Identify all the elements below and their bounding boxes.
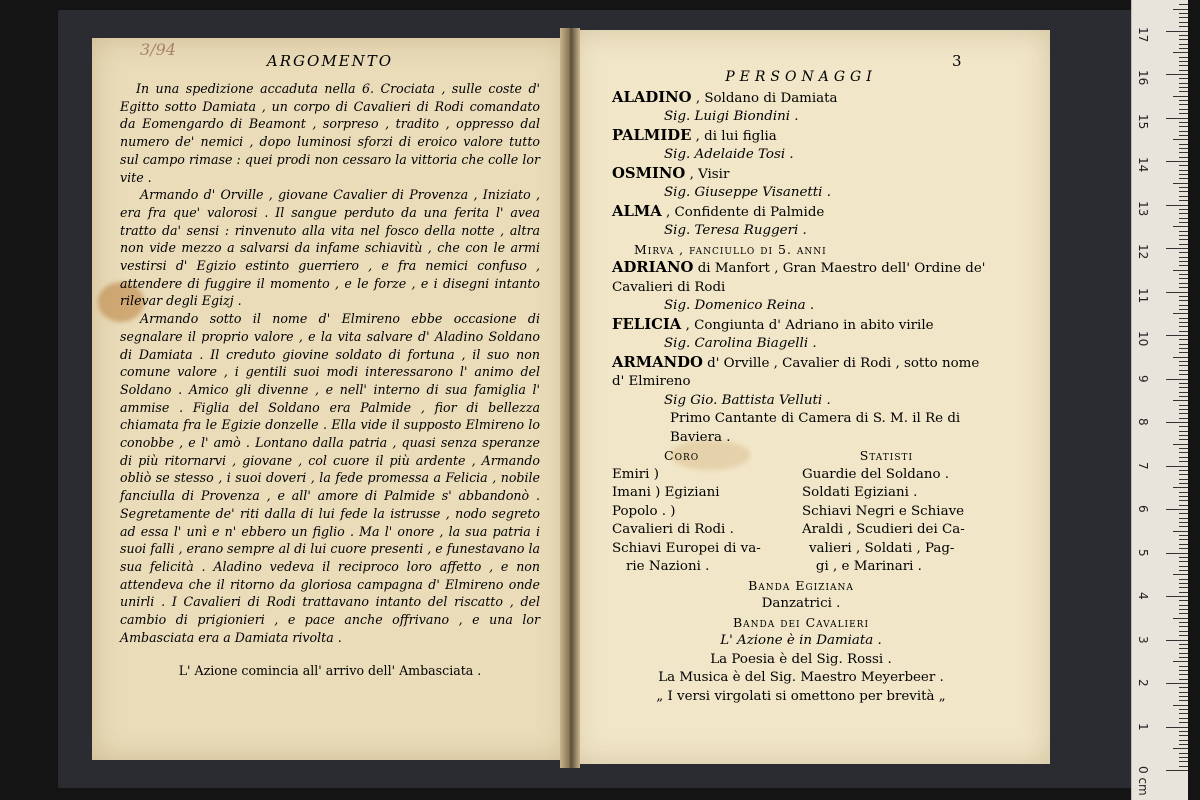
ruler-tick	[1179, 522, 1188, 523]
ruler-tick	[1166, 335, 1188, 336]
ruler-tick	[1179, 592, 1188, 593]
armando-singer-note: Primo Cantante di Camera di S. M. il Re di Baviera .	[670, 411, 961, 445]
ruler-tick	[1179, 113, 1188, 114]
cast-entry-alma: ALMA , Confidente di Palmide	[612, 202, 825, 220]
ruler-tick	[1179, 709, 1188, 710]
ruler-tick	[1179, 409, 1188, 410]
ruler-tick	[1179, 500, 1188, 501]
argomento-paragraph-1: In una spedizione accaduta nella 6. Crociata , sulle coste d' Egitto sotto Damiata , un corpo di Cavalieri di Rodi comandato da Eomengardo di Beamont , sorpreso , tradito , oppresso dal numero de' nemici , dopo luminosi sforzi di eroico valore tutto sul campo rimase : quei prodi non cessaro la vittoria che colle lor vite .	[120, 81, 540, 185]
ruler-tick	[1179, 635, 1188, 636]
ruler-tick	[1179, 200, 1188, 201]
ruler-tick	[1179, 78, 1188, 79]
ruler-tick	[1179, 26, 1188, 27]
ruler-tick	[1179, 418, 1188, 419]
ruler-tick	[1179, 144, 1188, 145]
ruler-tick	[1179, 344, 1188, 345]
ruler-tick	[1179, 91, 1188, 92]
page-number: 3	[952, 52, 962, 70]
ruler-tick	[1179, 191, 1188, 192]
cast-entry-mirva: Mirva , fanciullo di 5. anni	[634, 241, 827, 257]
ruler-label: 5	[1136, 548, 1150, 557]
ruler-tick	[1179, 148, 1188, 149]
ruler-tick	[1166, 727, 1188, 728]
ruler-tick	[1179, 261, 1188, 262]
ruler-tick	[1173, 444, 1188, 445]
ruler-tick	[1179, 244, 1188, 245]
ruler-tick	[1166, 31, 1188, 32]
ruler-label: 6	[1136, 505, 1150, 513]
chorus-row: rie Nazioni . gi , e Marinari .	[626, 559, 922, 574]
ruler-tick	[1179, 605, 1188, 606]
ruler-tick	[1179, 626, 1188, 627]
ruler-tick	[1166, 161, 1188, 162]
ruler-tick	[1179, 766, 1188, 767]
ruler-tick	[1179, 505, 1188, 506]
ruler-tick	[1179, 387, 1188, 388]
ruler-tick	[1179, 613, 1188, 614]
ruler-tick	[1179, 535, 1188, 536]
singer-felicia: Sig. Carolina Biagelli .	[664, 336, 817, 351]
ruler-label: 8	[1136, 418, 1150, 426]
ruler-tick	[1173, 487, 1188, 488]
ruler-tick	[1179, 744, 1188, 745]
ruler-tick	[1166, 553, 1188, 554]
ruler-tick	[1179, 126, 1188, 127]
ruler-tick	[1179, 165, 1188, 166]
ruler-tick	[1173, 139, 1188, 140]
ruler-tick	[1179, 587, 1188, 588]
ruler-label: 4	[1136, 592, 1150, 600]
ruler-label: 3	[1136, 635, 1150, 644]
ruler-tick	[1179, 252, 1188, 253]
ruler-tick	[1179, 648, 1188, 649]
ruler-tick	[1179, 178, 1188, 179]
ruler-tick	[1179, 526, 1188, 527]
ruler-tick	[1179, 287, 1188, 288]
ruler-tick	[1179, 326, 1188, 327]
ruler-tick	[1179, 231, 1188, 232]
ruler-tick	[1179, 70, 1188, 71]
right-page-text	[612, 68, 990, 706]
ruler-tick	[1179, 687, 1188, 688]
ruler-tick	[1166, 683, 1188, 684]
banda-cavalieri: Banda dei Cavalieri	[733, 614, 869, 630]
ruler-tick	[1179, 435, 1188, 436]
ruler-tick	[1179, 566, 1188, 567]
ruler-tick	[1173, 705, 1188, 706]
personaggi-title: PERSONAGGI	[725, 69, 877, 85]
ruler-tick	[1179, 57, 1188, 58]
cast-entry-aladino: ALADINO , Soldano di Damiata	[612, 88, 838, 106]
ruler-tick	[1166, 248, 1188, 249]
ruler-tick	[1179, 392, 1188, 393]
ruler-tick	[1179, 296, 1188, 297]
ruler-tick	[1179, 722, 1188, 723]
chorus-row: Schiavi Europei di va- valieri , Soldati , Pag-	[612, 540, 955, 556]
ruler-tick	[1179, 579, 1188, 580]
ruler-tick	[1179, 152, 1188, 153]
ruler-tick	[1179, 274, 1188, 275]
ruler-tick	[1179, 557, 1188, 558]
singer-aladino: Sig. Luigi Biondini .	[664, 109, 799, 124]
ruler-tick	[1179, 483, 1188, 484]
versi-note: „ I versi virgolati si omettono per brevità „	[656, 688, 946, 704]
book-gutter	[560, 28, 580, 768]
ruler-tick	[1173, 313, 1188, 314]
ruler-tick	[1179, 570, 1188, 571]
danzatrici: Danzatrici .	[761, 596, 841, 611]
chorus-row: Cavalieri di Rodi . Araldi , Scudieri dei Ca-	[612, 522, 965, 537]
ruler-tick	[1179, 235, 1188, 236]
singer-armando: Sig Gio. Battista Velluti .	[664, 392, 831, 408]
singer-adriano: Sig. Domenico Reina .	[664, 298, 815, 313]
ruler-tick	[1179, 174, 1188, 175]
ruler-tick	[1173, 226, 1188, 227]
ruler-tick	[1179, 753, 1188, 754]
chorus-headers	[612, 447, 990, 466]
ruler-tick	[1179, 696, 1188, 697]
ruler-tick	[1179, 670, 1188, 671]
ruler-label: 17	[1136, 26, 1150, 42]
cast-entry-osmino: OSMINO , Visir	[612, 164, 730, 182]
singer-palmide: Sig. Adelaide Tosi .	[664, 147, 794, 162]
ruler-tick	[1179, 735, 1188, 736]
ruler-tick	[1173, 531, 1188, 532]
ruler-tick	[1179, 257, 1188, 258]
ruler-tick	[1179, 461, 1188, 462]
ruler-tick	[1166, 379, 1188, 380]
ruler-label: 2	[1136, 679, 1150, 687]
ruler-tick	[1179, 474, 1188, 475]
ruler-tick	[1173, 618, 1188, 619]
ruler-tick	[1179, 61, 1188, 62]
ruler-tick	[1166, 509, 1188, 510]
ruler-tick	[1179, 213, 1188, 214]
ruler-tick	[1166, 205, 1188, 206]
ruler-tick	[1166, 422, 1188, 423]
ruler-label: 7	[1136, 461, 1150, 470]
ruler-tick	[1179, 679, 1188, 680]
ruler-tick	[1179, 265, 1188, 266]
ruler-tick	[1173, 748, 1188, 749]
ruler-tick	[1179, 131, 1188, 132]
ruler-tick	[1179, 518, 1188, 519]
ruler-tick	[1179, 653, 1188, 654]
ruler-tick	[1173, 574, 1188, 575]
ruler-tick	[1179, 122, 1188, 123]
ruler-tick	[1166, 640, 1188, 641]
ruler-tick	[1179, 479, 1188, 480]
ruler-tick	[1179, 426, 1188, 427]
ruler-tick	[1173, 183, 1188, 184]
ruler-tick	[1179, 631, 1188, 632]
ruler-tick	[1179, 365, 1188, 366]
left-page-text	[120, 52, 540, 690]
ruler-tick	[1179, 48, 1188, 49]
ruler-tick	[1179, 39, 1188, 40]
ruler-tick	[1179, 305, 1188, 306]
ruler-tick	[1179, 383, 1188, 384]
ruler-label: 1	[1136, 722, 1150, 731]
ruler-label: 12	[1136, 244, 1150, 260]
ruler-tick	[1179, 439, 1188, 440]
ruler-tick	[1179, 513, 1188, 514]
argomento-paragraph-3: Armando sotto il nome d' Elmireno ebbe occasione di segnalare il proprio valore , e la vita salvare d' Aladino Soldano di Damiata . Il creduto giovine soldato di fortuna , il suo non comune valore , i gentili suoi modi interessarono l' animo del Soldano . Amico gli divenne , e nell' interno di sua famiglia l' ammise . Figlia del Soldano era Palmide , fior di bellezza chiamata fra le Egizie donzelle . Ella vide il supposto Elmireno lo conobbe , e l' amò . Lontano dalla patria , quasi senza speranze di più ritornarvi , giovane , col cuore il più ardente , Armando obliò se stesso , i suoi doveri , la fede promessa a Felicia , nobile fanciulla di Provenza , e all' amore di Palmide s' abbandonò . Segretamente de' riti dalla di lui fede la istrusse , nodo segreto ad essa l' unì e n' ebbero un figlio . Ma l' onore , la sua patria i suoi falli , erano sempre al di lui cuore presenti , e funestavano la sua felicità . Aladino vedeva il reciproco loro affetto , e non attendeva che il ritorno da gloriosa campagna d' Elmireno onde unirli . I Cavalieri di Rodi trattavano intanto del riscatto , del cambio di prigionieri , e pace anche offrivano , e una lor Ambasciata era a Damiata rivolta .	[120, 311, 540, 645]
ruler-tick	[1179, 548, 1188, 549]
ruler-tick	[1179, 87, 1188, 88]
ruler-tick	[1173, 661, 1188, 662]
singer-osmino: Sig. Giuseppe Visanetti .	[664, 185, 831, 200]
handwritten-shelfmark: 3/94	[140, 40, 176, 59]
ruler-tick	[1179, 100, 1188, 101]
argomento-paragraph-2: Armando d' Orville , giovane Cavalier di Provenza , Iniziato , era fra que' valorosi . Il sangue perduto da una ferita l' avea tratto da' sensi : rinvenuto alla vita nel fosco della notte , altra non vide mezzo a salvarsi da infame schiavitù , che con le armi vestirsi d' Egizio estinto guerriero , e fra nemici confuso , attendere di fuggire il momento , e le forze , e i disegni intanto rilevar degli Egizj .	[120, 187, 540, 309]
chorus-row: Popolo . ) Schiavi Negri e Schiave	[612, 503, 965, 519]
ruler-tick	[1179, 583, 1188, 584]
ruler-tick	[1179, 35, 1188, 36]
ruler-tick	[1179, 657, 1188, 658]
ruler-tick	[1179, 413, 1188, 414]
cast-entry-felicia: FELICIA , Congiunta d' Adriano in abito virile	[612, 315, 934, 333]
ruler-tick	[1179, 692, 1188, 693]
ruler-label: 14	[1136, 157, 1150, 173]
ruler-tick	[1179, 470, 1188, 471]
ruler-tick	[1179, 674, 1188, 675]
ruler-tick	[1179, 740, 1188, 741]
ruler-tick	[1179, 452, 1188, 453]
ruler-tick	[1179, 104, 1188, 105]
ruler-tick	[1179, 544, 1188, 545]
singer-alma: Sig. Teresa Ruggeri .	[664, 223, 807, 238]
coro-label: Coro	[664, 448, 700, 463]
ruler-label: 0 cm	[1136, 766, 1150, 796]
ruler-tick	[1179, 713, 1188, 714]
ruler-tick	[1179, 718, 1188, 719]
ruler-tick	[1179, 361, 1188, 362]
cast-entry-palmide: PALMIDE , di lui figlia	[612, 126, 777, 144]
ruler-tick	[1179, 396, 1188, 397]
ruler-tick	[1179, 283, 1188, 284]
ruler-tick	[1179, 278, 1188, 279]
ruler-tick	[1179, 318, 1188, 319]
azione-location: L' Azione è in Damiata .	[720, 633, 882, 648]
ruler-tick	[1179, 109, 1188, 110]
ruler-tick	[1179, 757, 1188, 758]
ruler-label: 11	[1136, 287, 1150, 303]
ruler-tick	[1179, 239, 1188, 240]
ruler-tick	[1166, 118, 1188, 119]
chorus-row: Emiri ) Guardie del Soldano .	[612, 466, 950, 482]
ruler-tick	[1179, 44, 1188, 45]
ruler-tick	[1179, 348, 1188, 349]
ruler-tick	[1173, 9, 1188, 10]
ruler-tick	[1179, 339, 1188, 340]
ruler-tick	[1179, 622, 1188, 623]
ruler-tick	[1179, 539, 1188, 540]
measuring-ruler	[1131, 0, 1188, 800]
ruler-tick	[1179, 405, 1188, 406]
ruler-tick	[1166, 74, 1188, 75]
ruler-tick	[1179, 496, 1188, 497]
musica-credit: La Musica è del Sig. Maestro Meyerbeer .	[658, 670, 944, 685]
ruler-tick	[1179, 374, 1188, 375]
ruler-tick	[1179, 457, 1188, 458]
ruler-tick	[1166, 466, 1188, 467]
ruler-tick	[1179, 187, 1188, 188]
ruler-tick	[1179, 17, 1188, 18]
ruler-tick	[1179, 644, 1188, 645]
ruler-label: 10	[1136, 331, 1150, 347]
ruler-tick	[1179, 83, 1188, 84]
ruler-tick	[1179, 700, 1188, 701]
azione-comincia-line: L' Azione comincia all' arrivo dell' Ambasciata .	[178, 662, 482, 678]
ruler-tick	[1166, 292, 1188, 293]
ruler-label: 15	[1136, 113, 1150, 129]
ruler-tick	[1179, 352, 1188, 353]
ruler-tick	[1179, 13, 1188, 14]
ruler-tick	[1179, 561, 1188, 562]
ruler-tick	[1179, 370, 1188, 371]
ruler-tick	[1179, 300, 1188, 301]
ruler-tick	[1179, 761, 1188, 762]
ruler-tick	[1179, 731, 1188, 732]
poesia-credit: La Poesia è del Sig. Rossi .	[710, 651, 892, 667]
ruler-tick	[1179, 65, 1188, 66]
ruler-tick	[1173, 400, 1188, 401]
ruler-tick	[1179, 322, 1188, 323]
ruler-label: 16	[1136, 70, 1150, 86]
ruler-label: 9	[1136, 374, 1150, 383]
cast-entry-adriano: ADRIANO di Manfort , Gran Maestro dell' Ordine de' Cavalieri di Rodi	[612, 259, 986, 295]
chorus-row: Imani ) Egiziani Soldati Egiziani .	[612, 485, 918, 500]
ruler-tick	[1173, 357, 1188, 358]
ruler-tick	[1179, 22, 1188, 23]
ruler-tick	[1179, 331, 1188, 332]
ruler-tick	[1179, 135, 1188, 136]
cast-entry-armando: ARMANDO d' Orville , Cavalier di Rodi , sotto nome d' Elmireno	[612, 353, 980, 389]
argomento-title: ARGOMENTO	[266, 52, 394, 70]
ruler-tick	[1179, 209, 1188, 210]
ruler-tick	[1179, 157, 1188, 158]
ruler-tick	[1179, 218, 1188, 219]
banda-egiziana: Banda Egiziana	[748, 577, 854, 593]
ruler-tick	[1179, 4, 1188, 5]
ruler-tick	[1179, 609, 1188, 610]
ruler-tick	[1166, 596, 1188, 597]
ruler-tick	[1179, 448, 1188, 449]
ruler-tick	[1179, 431, 1188, 432]
statisti-label: Statisti	[859, 448, 914, 463]
ruler-tick	[1173, 270, 1188, 271]
ruler-tick	[1173, 52, 1188, 53]
ruler-label: 13	[1136, 200, 1150, 216]
ruler-tick	[1179, 666, 1188, 667]
ruler-tick	[1166, 770, 1188, 771]
ruler-tick	[1179, 196, 1188, 197]
ruler-tick	[1179, 170, 1188, 171]
ruler-tick	[1179, 309, 1188, 310]
ruler-tick	[1179, 222, 1188, 223]
ruler-tick	[1173, 96, 1188, 97]
ruler-tick	[1179, 600, 1188, 601]
ruler-tick	[1179, 492, 1188, 493]
